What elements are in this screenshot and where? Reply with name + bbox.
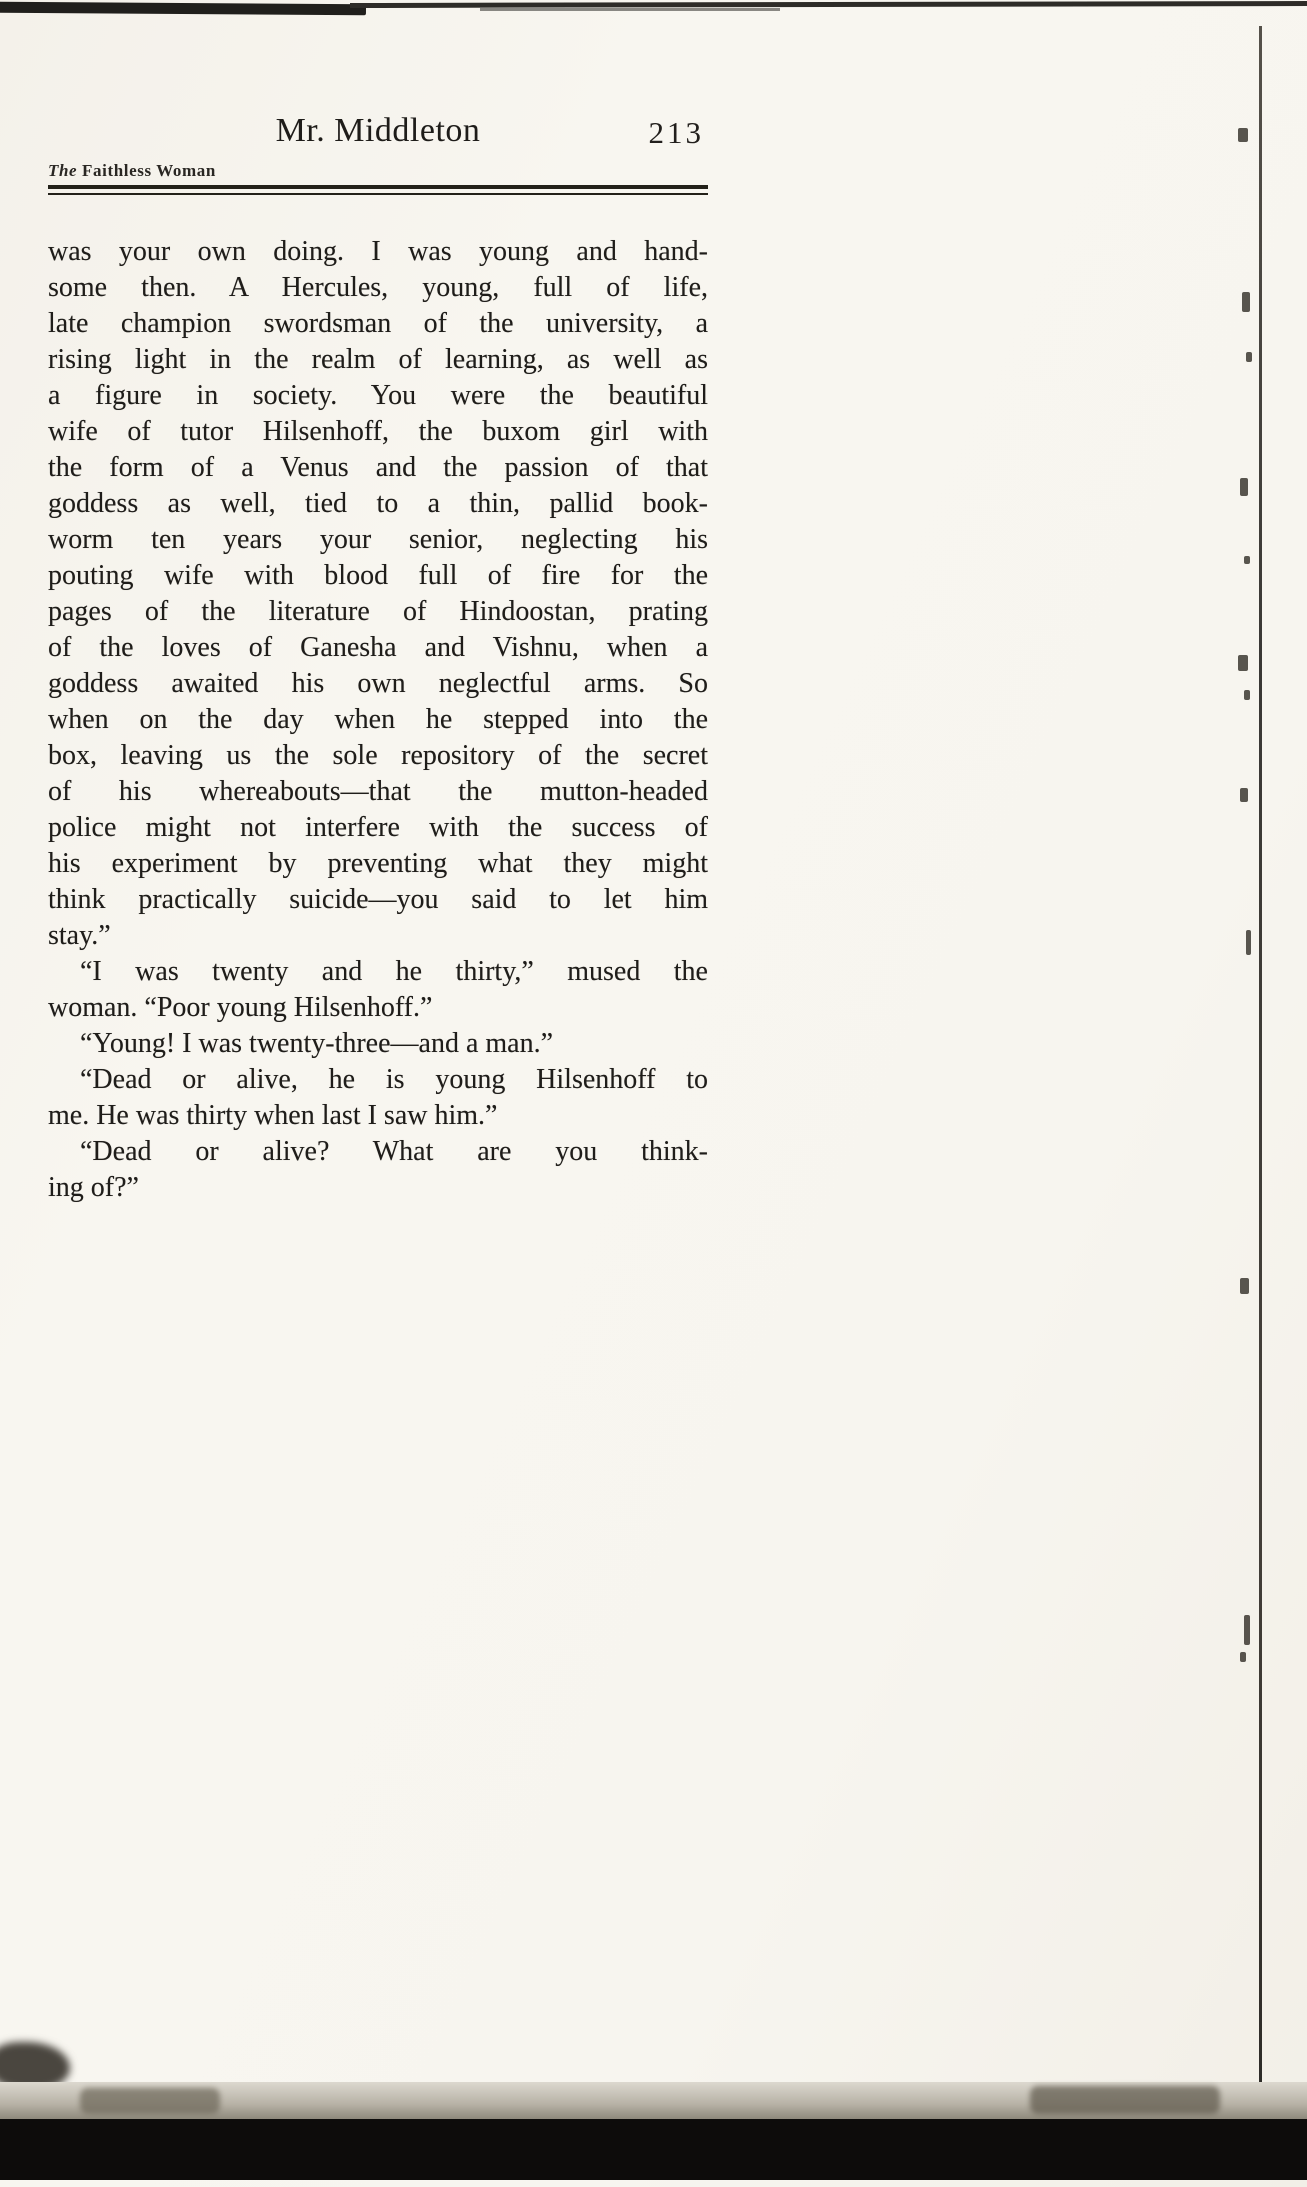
running-title-rest: Faithless Woman	[77, 161, 216, 180]
text-line: his experiment by preventing what they might	[48, 848, 708, 879]
text-line: “Young! I was twenty-three—and a man.”	[80, 1028, 554, 1059]
text-line: goddess as well, tied to a thin, pallid book-	[48, 488, 708, 519]
paragraph	[48, 1062, 708, 1134]
page-content	[48, 112, 708, 1206]
text-line: late champion swordsman of the university, a	[48, 308, 708, 339]
scan-artifact-ink-mark	[1240, 478, 1248, 496]
scan-artifact-ink-mark	[1240, 788, 1248, 802]
scan-artifact-ink-mark	[1246, 930, 1251, 955]
scan-artifact-top-edge	[0, 2, 366, 16]
scan-artifact-ink-mark	[1244, 690, 1250, 700]
header-double-rule	[48, 185, 708, 195]
text-line: ing of?”	[48, 1172, 139, 1203]
body-text	[48, 234, 708, 1206]
scan-artifact-ink-mark	[1244, 1615, 1250, 1645]
text-line: a figure in society. You were the beautiful	[48, 380, 708, 411]
text-line: “I was twenty and he thirty,” mused the	[80, 956, 708, 987]
scan-artifact-gray-patch	[80, 2088, 220, 2114]
scan-artifact-ink-mark	[1238, 128, 1248, 142]
text-line: “Dead or alive? What are you think-	[80, 1136, 708, 1167]
scan-artifact-right-edge-line	[1259, 26, 1262, 2132]
scan-artifact-top-edge	[350, 1, 1307, 8]
text-line: some then. A Hercules, young, full of life,	[48, 272, 708, 303]
scan-artifact-ink-mark	[1246, 352, 1252, 362]
text-line: goddess awaited his own neglectful arms. So	[48, 668, 708, 699]
running-title	[48, 161, 708, 181]
text-line: wife of tutor Hilsenhoff, the buxom girl with	[48, 416, 708, 447]
text-line: worm ten years your senior, neglecting his	[48, 524, 708, 555]
text-line: box, leaving us the sole repository of the secret	[48, 740, 708, 771]
text-line: when on the day when he stepped into the	[48, 704, 708, 735]
text-line: think practically suicide—you said to let him	[48, 884, 708, 915]
page-header	[48, 112, 708, 158]
text-line: woman. “Poor young Hilsenhoff.”	[48, 992, 433, 1023]
text-line: me. He was thirty when last I saw him.”	[48, 1100, 498, 1131]
scan-artifact-ink-mark	[1244, 556, 1250, 564]
paragraph	[48, 1134, 708, 1206]
paragraph	[48, 234, 708, 954]
paragraph	[48, 954, 708, 1026]
text-line: the form of a Venus and the passion of that	[48, 452, 708, 483]
text-line: rising light in the realm of learning, as well as	[48, 344, 708, 375]
scan-artifact-ink-mark	[1238, 655, 1248, 671]
running-title-italic: The	[48, 161, 78, 180]
scan-artifact-gray-patch	[1030, 2086, 1220, 2114]
text-line: “Dead or alive, he is young Hilsenhoff to	[80, 1064, 708, 1095]
page-number: 213	[648, 115, 704, 150]
paragraph	[48, 1026, 708, 1062]
text-line: of the loves of Ganesha and Vishnu, when a	[48, 632, 708, 663]
text-line: pouting wife with blood full of fire for the	[48, 560, 708, 591]
text-line: of his whereabouts—that the mutton-headed	[48, 776, 708, 807]
scan-artifact-ink-mark	[1240, 1278, 1249, 1294]
text-line: pages of the literature of Hindoostan, prating	[48, 596, 708, 627]
scan-artifact-top-edge	[480, 8, 780, 11]
text-line: police might not interfere with the success of	[48, 812, 708, 843]
scan-artifact-bottom-black-bar	[0, 2119, 1307, 2180]
page-title: Mr. Middleton	[275, 112, 481, 149]
text-line: was your own doing. I was young and hand-	[48, 236, 708, 267]
scan-artifact-ink-mark	[1242, 292, 1250, 312]
text-line: stay.”	[48, 920, 111, 951]
scan-artifact-ink-mark	[1240, 1652, 1246, 1662]
